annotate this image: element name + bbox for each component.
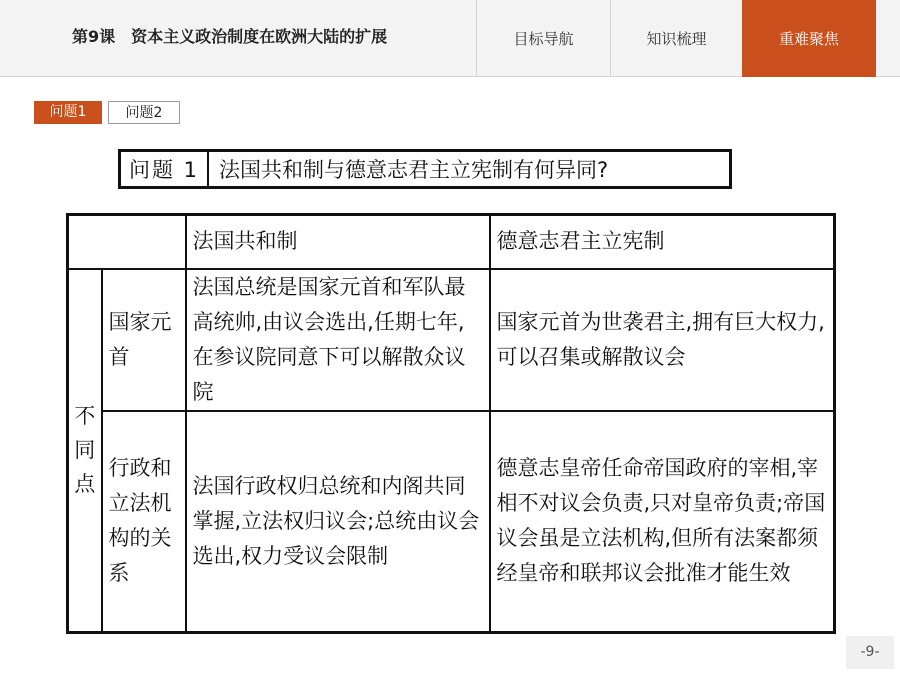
lesson-title	[72, 24, 387, 47]
comparison-table	[66, 213, 836, 634]
group-label-differences: 不同点	[68, 269, 102, 633]
subtab-question-2[interactable]: 问题2	[108, 101, 180, 124]
table-row	[68, 269, 835, 411]
question-box	[118, 149, 732, 189]
aspect-head-of-state: 国家元首	[102, 269, 186, 411]
lesson-number: 第9课	[72, 27, 116, 46]
table-header-row	[68, 215, 835, 269]
lesson-name: 资本主义政治制度在欧洲大陆的扩展	[131, 27, 388, 46]
nav-tab-knowledge[interactable]: 知识梳理	[610, 0, 742, 76]
nav-tab-goals[interactable]: 目标导航	[476, 0, 610, 76]
aspect-executive-legislative: 行政和立法机构的关系	[102, 411, 186, 633]
cell-germany-executive-legislative: 德意志皇帝任命帝国政府的宰相,宰相不对议会负责,只对皇帝负责;帝国议会虽是立法机构,但所有法案都须经皇帝和联邦议会批准才能生效	[490, 411, 835, 633]
top-bar	[0, 0, 900, 77]
question-text: 法国共和制与德意志君主立宪制有何异同?	[219, 158, 609, 182]
cell-france-head-of-state: 法国总统是国家元首和军队最高统帅,由议会选出,任期七年,在参议院同意下可以解散众议院	[186, 269, 490, 411]
cell-germany-head-of-state: 国家元首为世袭君主,拥有巨大权力,可以召集或解散议会	[490, 269, 835, 411]
header-germany: 德意志君主立宪制	[490, 215, 835, 269]
header-corner-cell	[68, 215, 186, 269]
question-label: 问题 1	[121, 152, 209, 186]
cell-france-executive-legislative: 法国行政权归总统和内阁共同掌握,立法权归议会;总统由议会选出,权力受议会限制	[186, 411, 490, 633]
nav-tab-focus[interactable]: 重难聚焦	[742, 0, 876, 77]
subtab-question-1[interactable]: 问题1	[34, 101, 102, 124]
header-france: 法国共和制	[186, 215, 490, 269]
table-row	[68, 411, 835, 633]
page-number: -9-	[846, 636, 894, 669]
